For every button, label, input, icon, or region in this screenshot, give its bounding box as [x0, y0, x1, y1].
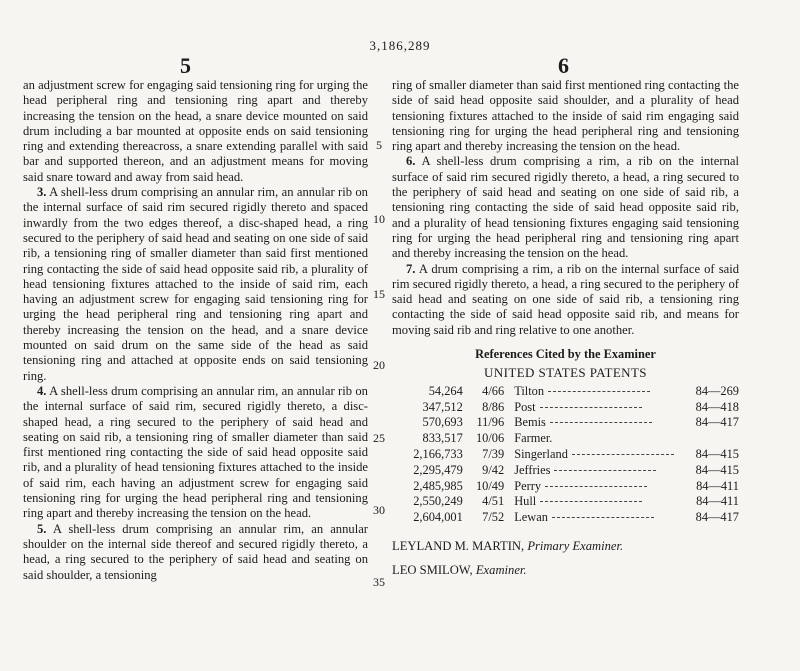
inventor-cell-text: Perry — [514, 478, 542, 493]
reference-row — [392, 463, 739, 479]
examiner-name: LEYLAND M. MARTIN, — [392, 538, 525, 553]
examiner-role: Primary Examiner. — [527, 538, 624, 553]
patent-date-cell — [472, 510, 514, 526]
patent-number-cell-text: 2,550,249 — [413, 494, 463, 509]
leader-dots — [572, 454, 674, 455]
patent-number-cell-text: 2,485,985 — [413, 478, 463, 493]
reference-row — [392, 431, 739, 447]
leader-dots — [540, 407, 642, 408]
class-cell-text: 84—269 — [695, 383, 739, 398]
left-column — [23, 78, 368, 583]
patent-number-cell-text: 2,604,001 — [413, 510, 463, 525]
class-cell — [696, 431, 739, 447]
patent-number-cell — [392, 431, 472, 447]
patent-date-cell-text: 8/86 — [482, 399, 505, 414]
patent-date-cell-text: 4/51 — [482, 494, 505, 509]
right-column — [392, 78, 739, 582]
secondary-examiner — [392, 558, 739, 582]
patent-date-cell-text: 4/66 — [482, 383, 505, 398]
class-cell — [696, 510, 739, 526]
claim-7 — [392, 262, 739, 338]
line-number: 15 — [373, 287, 385, 301]
patent-number-cell — [392, 415, 472, 431]
claim-3 — [23, 185, 368, 384]
patent-number-cell — [392, 510, 472, 526]
reference-row — [392, 399, 739, 415]
reference-row — [392, 447, 739, 463]
inventor-cell — [514, 415, 695, 431]
patent-number-cell — [392, 447, 472, 463]
class-cell-text: 84—418 — [695, 399, 739, 414]
line-number: 10 — [373, 212, 385, 226]
line-number: 20 — [373, 358, 385, 372]
leader-dots — [552, 517, 654, 518]
patent-date-cell-text: 10/49 — [475, 478, 505, 493]
claim-text: A shell-less drum comprising an annular rim, an annular rib on the internal surface of said rim secured rigidly thereto and spaced inwardly from the two edges thereof, a disc-shaped head, a ring secured to the periphery of said head and seating on one side of said rib, a tensioning ring of smaller diameter than said first mentioned ring contacting the side of said head opposite said rib, a plurality of head tensioning fixtures attached to the inside of said rim, each having an adjustment screw for engaging said tensioning ring for urging the head peripheral ring and tensioning ring apart and thereby increasing the tension on the head, and a snare device mounted on said drum on the same side of the head as said tensioning ring and attached at opposite ends on said tensioning ring. — [23, 185, 368, 383]
inventor-cell — [514, 478, 695, 494]
inventor-cell-text: Tilton — [514, 383, 545, 398]
patent-number: 3,186,289 — [369, 38, 431, 53]
references-subtitle: UNITED STATES PATENTS — [484, 365, 647, 381]
patent-number-cell-text: 833,517 — [422, 431, 463, 446]
patent-date-cell-text: 9/42 — [482, 462, 505, 477]
references-table — [392, 384, 739, 526]
inventor-cell-text: Lewan — [514, 510, 548, 525]
patent-date-cell — [472, 494, 514, 510]
class-cell-text: 84—415 — [695, 447, 739, 462]
inventor-cell-text: Singerland — [514, 447, 568, 462]
patent-date-cell-text: 7/52 — [482, 510, 505, 525]
patent-date-cell-text: 10/06 — [475, 431, 505, 446]
claim-number: 5. — [37, 521, 47, 536]
examiner-role: Examiner. — [475, 562, 527, 577]
right-column-number: 6 — [558, 53, 569, 78]
class-cell-text: 84—417 — [695, 510, 739, 525]
patent-date-cell-text: 7/39 — [482, 447, 505, 462]
patent-number-cell-text: 2,295,479 — [413, 462, 463, 477]
leader-dots — [550, 422, 652, 423]
patent-date-cell — [472, 463, 514, 479]
references-title: References Cited by the Examiner — [475, 347, 656, 362]
examiner-name: LEO SMILOW, — [392, 562, 473, 577]
claim-number: 7. — [406, 261, 416, 276]
claim-5 — [23, 522, 368, 583]
inventor-cell-text: Post — [514, 399, 536, 414]
patent-date-cell-text: 11/96 — [476, 415, 505, 430]
leader-dots — [554, 470, 656, 471]
reference-row — [392, 384, 739, 400]
claim-text: A shell-less drum comprising an annular rim, an annular rib on the internal surface of said rim, secured rigidly thereto, a disc-shaped head, a ring secured to the periphery of said head and seating on said rib, a tensioning ring of smaller diameter than said first mentioned ring contacting the side of said head opposite said rib, and a plurality of head tensioning fixtures attached to the inside of said rim, each having an adjustment screw for engaging said tensioning ring for urging the head peripheral ring and tensioning ring apart and thereby increasing the tension on the head. — [23, 383, 368, 521]
patent-date-cell — [472, 431, 514, 447]
leader-dots — [540, 501, 642, 502]
inventor-cell — [514, 399, 695, 415]
inventor-cell — [514, 494, 695, 510]
class-cell-text: 84—411 — [696, 478, 739, 493]
line-number: 5 — [376, 138, 382, 152]
inventor-cell-text: Jeffries — [514, 462, 551, 477]
patent-number-cell-text: 54,264 — [428, 383, 463, 398]
inventor-cell-text: Farmer. — [514, 431, 553, 446]
patent-number-cell-text: 570,693 — [422, 415, 463, 430]
patent-date-cell — [472, 399, 514, 415]
patent-number-cell-text: 347,512 — [422, 399, 463, 414]
patent-number-cell — [392, 399, 472, 415]
claim-text: A shell-less drum comprising a rim, a rib on the internal surface of said rim secured rigidly thereto, a head, a ring secured to the periphery of said head and seating on one side of said rib, a tensioning ring contacting the side of said head opposite said rib, and a plurality of head tensioning fixtures engaging said tensioning ring for urging the head peripheral ring and tensioning ring apart and thereby increasing the tension on the head. — [392, 154, 739, 261]
claim-number: 6. — [406, 154, 416, 169]
line-number: 30 — [373, 503, 385, 517]
reference-row — [392, 494, 739, 510]
patent-date-cell — [472, 384, 514, 400]
inventor-cell-text: Hull — [514, 494, 537, 509]
patent-number-cell — [392, 494, 472, 510]
left-column-number: 5 — [180, 53, 191, 78]
primary-examiner — [392, 534, 739, 558]
inventor-cell — [514, 447, 695, 463]
examiners — [392, 534, 739, 582]
class-cell — [696, 463, 739, 479]
line-number: 35 — [373, 575, 385, 589]
claim-number: 4. — [37, 383, 47, 398]
inventor-cell — [514, 431, 695, 447]
reference-row — [392, 510, 739, 526]
claim-text: A drum comprising a rim, a rib on the internal surface of said rim secured rigidly thereto, a head, a ring secured to the periphery of said head and seating on one side of said rib, a tensioning ring contacting the side of said head opposite said rib, and means for moving said rib and ring relative to one another. — [392, 261, 739, 337]
inventor-cell — [514, 510, 695, 526]
class-cell-text: 84—417 — [695, 415, 739, 430]
claim-number: 3. — [37, 185, 47, 200]
reference-row — [392, 415, 739, 431]
class-cell-text: 84—411 — [696, 494, 739, 509]
leader-dots — [545, 486, 647, 487]
claim-continuation: ring of smaller diameter than said first mentioned ring contacting the side of said head opposite said shoulder, and a plurality of head tensioning fixtures attached to the inside of said rim engaging said tensioning ring for urging the head peripheral ring and tensioning ring apart and thereby increasing the tension on the head. — [392, 78, 739, 154]
class-cell — [696, 415, 739, 431]
patent-number-cell — [392, 384, 472, 400]
claim-continuation: an adjustment screw for engaging said tensioning ring for urging the head peripheral ring and tensioning ring apart and thereby increasing the tension on the head, a snare device mounted on said drum including a bar mounted at opposite ends on said tensioning ring and extending thereacross, a snare extending parallel with said bar and supported thereon, and an adjustment means for moving said snare toward and away from said head. — [23, 78, 368, 184]
patent-date-cell — [472, 478, 514, 494]
patent-number-cell — [392, 463, 472, 479]
patent-number-cell-text: 2,166,733 — [413, 447, 463, 462]
class-cell — [696, 494, 739, 510]
inventor-cell — [514, 463, 695, 479]
line-number: 25 — [373, 431, 385, 445]
class-cell-text: 84—415 — [695, 462, 739, 477]
claim-4 — [23, 384, 368, 522]
inventor-cell-text: Bemis — [514, 415, 546, 430]
inventor-cell — [514, 384, 695, 400]
claim-text: A shell-less drum comprising an annular rim, an annular shoulder on the internal side thereof and secured rigidly thereto, a head, a ring secured to the periphery of said head and seating on said shoulder, a tensioning — [23, 521, 368, 582]
class-cell — [696, 478, 739, 494]
class-cell — [696, 399, 739, 415]
class-cell — [696, 384, 739, 400]
reference-row — [392, 478, 739, 494]
patent-date-cell — [472, 447, 514, 463]
patent-date-cell — [472, 415, 514, 431]
patent-number-cell — [392, 478, 472, 494]
class-cell — [696, 447, 739, 463]
claim-6 — [392, 154, 739, 261]
leader-dots — [548, 391, 650, 392]
